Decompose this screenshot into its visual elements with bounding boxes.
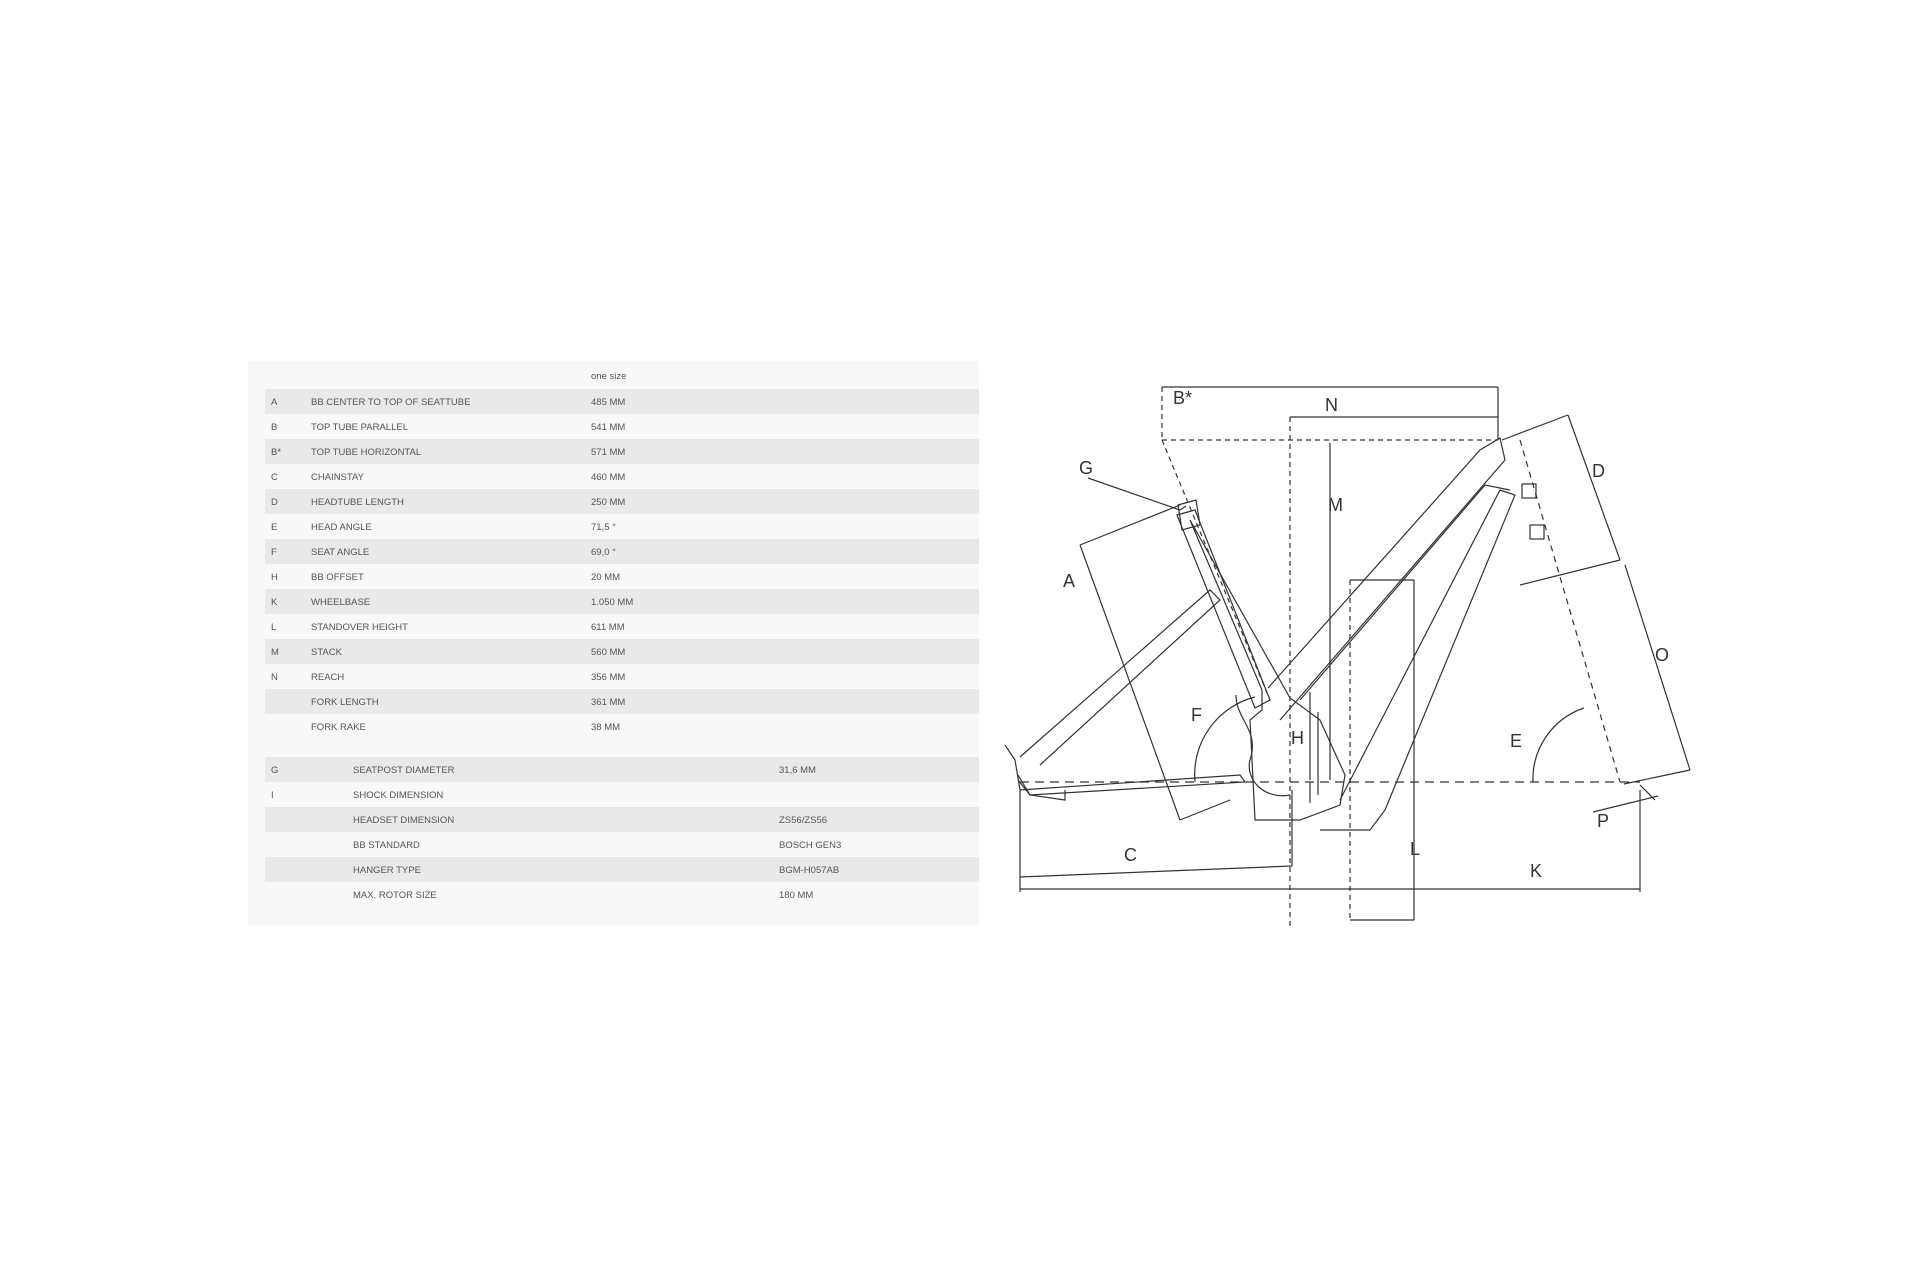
- row-value: BOSCH GEN3: [779, 840, 842, 851]
- row-value: 611 MM: [591, 622, 625, 633]
- row-code: K: [271, 597, 278, 608]
- label-e: E: [1510, 731, 1523, 751]
- row-code: M: [271, 647, 279, 658]
- label-l: L: [1410, 839, 1421, 859]
- row-value: 460 MM: [591, 472, 626, 483]
- label-p: P: [1597, 811, 1610, 831]
- row-code: D: [271, 497, 278, 508]
- label-b-star: B*: [1173, 388, 1193, 408]
- row-value: BGM-H057AB: [779, 865, 840, 876]
- label-f: F: [1191, 705, 1202, 725]
- row-code: E: [271, 522, 278, 533]
- label-h: H: [1291, 728, 1304, 748]
- row-label: MAX. ROTOR SIZE: [353, 890, 437, 901]
- row-code: H: [271, 572, 278, 583]
- row-value: 180 MM: [779, 890, 814, 901]
- label-m: M: [1328, 495, 1343, 515]
- row-label: TOP TUBE HORIZONTAL: [311, 447, 422, 458]
- row-label: SEATPOST DIAMETER: [353, 765, 455, 776]
- row-value: 69,0 °: [591, 547, 616, 558]
- row-label: REACH: [311, 672, 345, 683]
- label-g: G: [1079, 458, 1094, 478]
- row-label: FORK RAKE: [311, 722, 366, 733]
- row-label: SEAT ANGLE: [311, 547, 370, 558]
- row-value: 71,5 °: [591, 522, 616, 533]
- row-code: F: [271, 547, 277, 558]
- label-k: K: [1530, 861, 1543, 881]
- frame-outline: [1005, 438, 1544, 830]
- row-value: ZS56/ZS56: [779, 815, 828, 826]
- row-label: WHEELBASE: [311, 597, 371, 608]
- size-column-header: one size: [591, 371, 627, 382]
- row-code: A: [271, 397, 278, 408]
- row-label: HANGER TYPE: [353, 865, 421, 876]
- row-code: N: [271, 672, 278, 683]
- row-label: CHAINSTAY: [311, 472, 364, 483]
- dimension-labels: [1063, 388, 1669, 881]
- row-label: BB CENTER TO TOP OF SEATTUBE: [311, 397, 471, 408]
- label-d: D: [1592, 461, 1605, 481]
- row-code: G: [271, 765, 279, 776]
- row-value: 356 MM: [591, 672, 626, 683]
- row-code: B*: [271, 447, 282, 458]
- row-value: 361 MM: [591, 697, 626, 708]
- row-value: 541 MM: [591, 422, 626, 433]
- row-label: HEADSET DIMENSION: [353, 815, 455, 826]
- row-value: 485 MM: [591, 397, 626, 408]
- row-value: 560 MM: [591, 647, 626, 658]
- row-label: BB OFFSET: [311, 572, 364, 583]
- label-o: O: [1655, 645, 1670, 665]
- row-value: 31,6 MM: [779, 765, 816, 776]
- row-label: TOP TUBE PARALLEL: [311, 422, 408, 433]
- label-n: N: [1325, 395, 1338, 415]
- dim-lines: [1020, 387, 1690, 930]
- row-code: I: [271, 790, 274, 801]
- row-value: 250 MM: [591, 497, 626, 508]
- row-label: BB STANDARD: [353, 840, 420, 851]
- row-label: SHOCK DIMENSION: [353, 790, 444, 801]
- label-c: C: [1124, 845, 1137, 865]
- row-code: L: [271, 622, 277, 633]
- row-label: FORK LENGTH: [311, 697, 379, 708]
- row-value: 20 MM: [591, 572, 621, 583]
- label-a: A: [1063, 571, 1076, 591]
- row-code: B: [271, 422, 278, 433]
- row-label: HEAD ANGLE: [311, 522, 372, 533]
- row-code: C: [271, 472, 278, 483]
- row-value: 38 MM: [591, 722, 621, 733]
- row-value: 1.050 MM: [591, 597, 634, 608]
- row-label: STACK: [311, 647, 342, 658]
- row-value: 571 MM: [591, 447, 626, 458]
- row-label: HEADTUBE LENGTH: [311, 497, 404, 508]
- row-label: STANDOVER HEIGHT: [311, 622, 408, 633]
